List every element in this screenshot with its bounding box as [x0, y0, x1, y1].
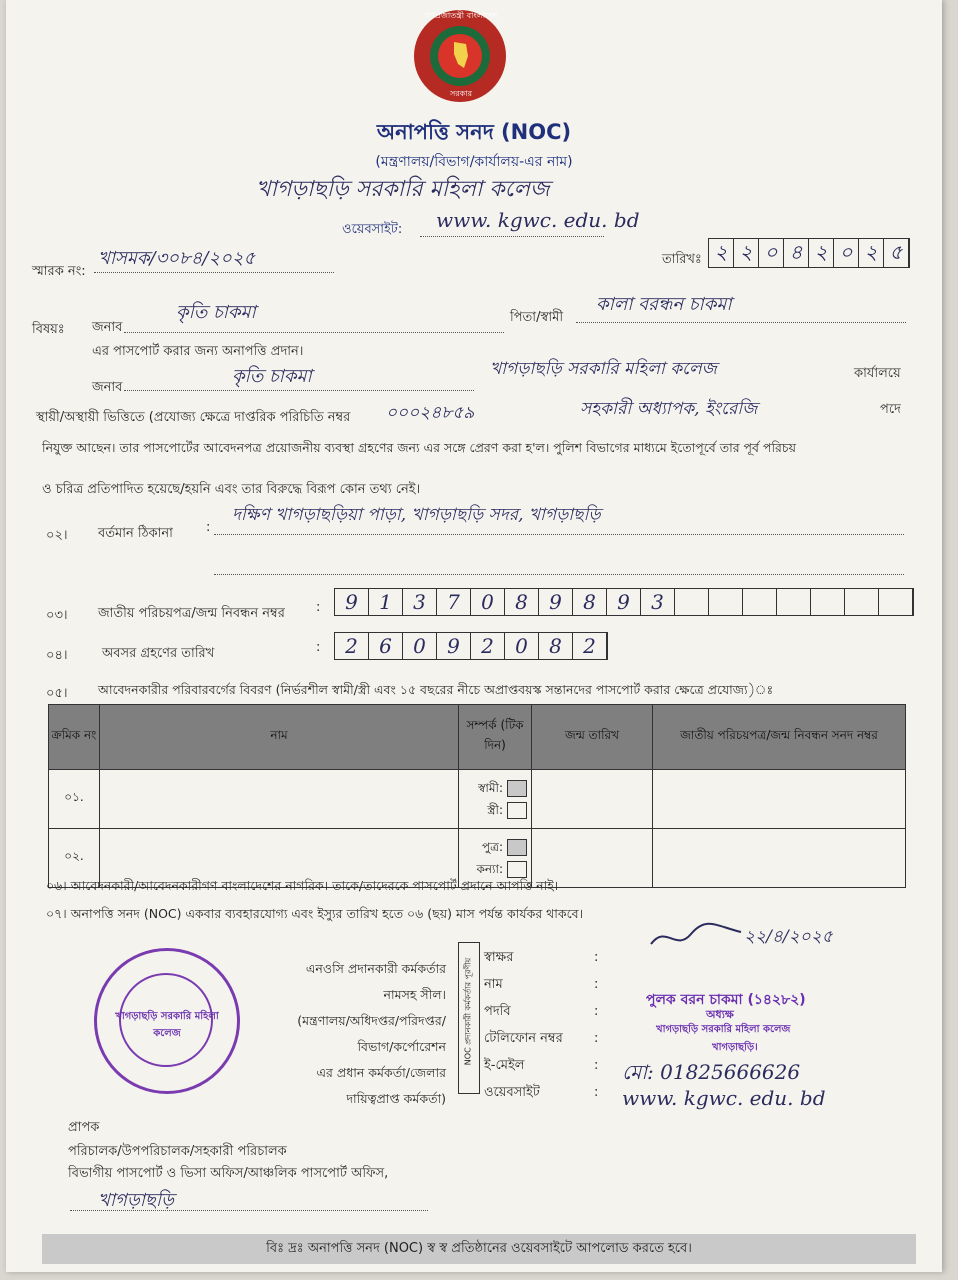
digit-box: 9 [335, 589, 369, 615]
col-relation: সম্পর্ক (টিক দিন) [459, 705, 532, 770]
officer-phone: মো: 01825666626 [622, 1060, 801, 1084]
row-relation-cell [459, 770, 532, 829]
vertical-label: NOC প্রদানকারী কর্মকর্তার পূরণীয় [463, 957, 473, 1066]
rel-daughter-label: কন্যা: [476, 862, 503, 876]
office-name: খাগড়াছড়ি সরকারি মহিলা কলেজ [256, 177, 550, 202]
body-line4: ও চরিত্র প্রতিপাদিত হয়েছে/হয়নি এবং তার বিরুদ্ধে বিরূপ কোন তথ্য নেই। [42, 482, 421, 497]
digit-box: 3 [641, 589, 675, 615]
digit-box: 1 [369, 589, 403, 615]
col-nid: জাতীয় পরিচয়পত্র/জন্ম নিবন্ধন সনদ নম্বর [653, 705, 906, 770]
son-checkbox[interactable] [507, 839, 527, 856]
signature-scribble [646, 922, 746, 952]
designation: সহকারী অধ্যাপক, ইংরেজি [580, 399, 758, 419]
field-phone: টেলিফোন নম্বর [484, 1031, 563, 1046]
digit-box [709, 589, 743, 615]
digit-box: 2 [573, 633, 607, 659]
permanent-text: স্থায়ী/অস্থায়ী ভিত্তিতে (প্রযোজ্য ক্ষেত্রে দাপ্তরিক পরিচিতি নম্বর [36, 410, 351, 425]
field-designation: পদবি [484, 1004, 511, 1019]
digit-box: ২ [809, 239, 834, 267]
item6-text: ০৬। আবেদনকারী/আবেদনকারীগণ বাংলাদেশের নাগরিক। তাকে/তাদেরকে পাসপোর্ট প্রদানে আপত্তি নাই। [46, 878, 559, 893]
body-name: কৃতি চাকমা [232, 366, 312, 387]
digit-box: ২ [734, 239, 759, 267]
item4-number: ০৪। [46, 648, 68, 663]
digit-box: ০ [834, 239, 859, 267]
table-row [49, 770, 906, 829]
official-id: ০০০২৪৮৫৯ [386, 403, 475, 423]
post-suffix: পদে [880, 402, 901, 417]
col-serial: ক্রমিক নং [49, 705, 100, 770]
logo-text-bottom: সরকার [449, 89, 472, 98]
item2-label: বর্তমান ঠিকানা [98, 526, 173, 541]
wife-checkbox[interactable] [507, 802, 527, 819]
footer-note: বিঃ দ্রঃ অনাপত্তি সনদ (NOC) স্ব স্ব প্রতিষ্ঠানের ওয়েবসাইটে আপলোড করতে হবে। [42, 1234, 916, 1264]
father-label: পিতা/স্বামী [510, 310, 564, 325]
digit-box: ২ [859, 239, 884, 267]
item7-text: ০৭। অনাপত্তি সনদ (NOC) একবার ব্যবহারযোগ্য এবং ইস্যুর তারিখ হতে ০৬ (ছয়) মাস পর্যন্ত কার্যকর থাকবে। [46, 906, 584, 921]
nid-boxes [334, 588, 914, 616]
husband-checkbox[interactable] [507, 780, 527, 797]
item2-number: ০২। [46, 528, 68, 543]
digit-box: 3 [403, 589, 437, 615]
subject-line2: এর পাসপোর্ট করার জন্য অনাপত্তি প্রদান। [92, 344, 304, 359]
retirement-boxes [334, 632, 608, 660]
logo-text-top: গণপ্রজাতন্ত্রী বাংলাদেশ [424, 11, 498, 20]
digit-box: 8 [505, 589, 539, 615]
vertical-label-box [458, 942, 480, 1094]
body-janab: জনাব [92, 380, 123, 395]
row-name-cell [100, 770, 459, 829]
digit-box: ৪ [784, 239, 809, 267]
field-signature: স্বাক্ষর [484, 950, 514, 965]
item4-label: অবসর গ্রহণের তারিখ [102, 646, 215, 661]
digit-box: 8 [573, 589, 607, 615]
website-value: www. kgwc. edu. bd [436, 208, 640, 232]
item5-number: ০৫। [46, 686, 68, 701]
family-table-header [49, 705, 906, 770]
digit-box [777, 589, 811, 615]
rel-wife-label: স্ত্রী: [487, 803, 503, 817]
digit-box: 8 [539, 633, 573, 659]
daughter-checkbox[interactable] [507, 861, 527, 878]
item3-label: জাতীয় পরিচয়পত্র/জন্ম নিবন্ধন নম্বর [98, 606, 285, 621]
digit-box: ২ [709, 239, 734, 267]
round-seal-text: খাগড়াছড়ি সরকারি মহিলা কলেজ [115, 1011, 219, 1039]
digit-box: 6 [369, 633, 403, 659]
website-label: ওয়েবসাইট: [342, 222, 403, 237]
office-suffix: কার্যালয়ে [854, 366, 901, 381]
officer-website: www. kgwc. edu. bd [622, 1086, 826, 1110]
col-name: নাম [100, 705, 459, 770]
digit-box: ৫ [884, 239, 909, 267]
digit-box: 7 [437, 589, 471, 615]
digit-box: 0 [471, 589, 505, 615]
date-boxes [708, 238, 910, 268]
digit-box: 0 [505, 633, 539, 659]
father-name: কালা বরন্ধন চাকমা [596, 294, 732, 315]
digit-box: 9 [539, 589, 573, 615]
officer-org-stamp: খাগড়াছড়ি সরকারি মহিলা কলেজ [656, 1024, 791, 1035]
officer-name-stamp: পুলক বরন চাকমা (১৪২৮২) [646, 992, 806, 1008]
family-table [48, 704, 906, 888]
digit-box [879, 589, 913, 615]
subject-label: বিষয়ঃ [32, 322, 65, 337]
current-address: দক্ষিণ খাগড়াছড়িয়া পাড়া, খাগড়াছড়ি সদর, খাগড়াছড়ি [232, 505, 601, 525]
digit-box: 9 [607, 589, 641, 615]
memo-label: স্মারক নং: [32, 264, 86, 279]
rel-husband-label: স্বামী: [478, 781, 503, 795]
digit-box: 2 [335, 633, 369, 659]
digit-box [675, 589, 709, 615]
body-line3: নিযুক্ত আছেন। তার পাসপোর্টের আবেদনপত্র প্রয়োজনীয় ব্যবস্থা গ্রহণের জন্য এর সঙ্গে প্রেরণ করা হ'ল। পুলিশ বিভাগের মাধ্যমে ইতোপূর্বে তার পূর্ব পরিচয় [42, 440, 797, 455]
field-website: ওয়েবসাইট [484, 1085, 540, 1100]
row-serial: ০১. [49, 770, 100, 829]
signature-date: ২২/৪/২০২৫ [744, 927, 833, 947]
officer-place-stamp: খাগড়াছড়ি। [712, 1042, 758, 1053]
digit-box: 2 [471, 633, 505, 659]
subject-janab: জনাব [92, 320, 123, 335]
item3-number: ০৩। [46, 608, 68, 623]
row-serial: ০২. [49, 829, 100, 888]
document-title: অনাপত্তি সনদ (NOC) [376, 120, 572, 144]
digit-box [811, 589, 845, 615]
body-office: খাগড়াছড়ি সরকারি মহিলা কলেজ [490, 359, 717, 379]
date-label: তারিখঃ [662, 252, 702, 267]
item5-label: আবেদনকারীর পরিবারবর্গের বিবরণ (নির্ভরশীল স্বামী/স্ত্রী এবং ১৫ বছরের নীচে অপ্রাপ্তবয়স্ক সন্তানদের পাসপোর্ট করার ক্ষেত্রে প্রযোজ্য)ঃ [98, 682, 774, 697]
digit-box [845, 589, 879, 615]
memo-value: খাসমক/৩০৮৪/২০২৫ [98, 248, 256, 269]
signature-fields [484, 944, 563, 1106]
round-seal [94, 948, 240, 1094]
col-dob: জন্ম তারিখ [532, 705, 653, 770]
digit-box: ০ [759, 239, 784, 267]
field-name: নাম [484, 977, 503, 992]
document-subtitle: (মন্ত্রণালয়/বিভাগ/কার্যালয়-এর নাম) [375, 154, 573, 170]
applicant-name: কৃতি চাকমা [176, 302, 256, 323]
officer-description: এনওসি প্রদানকারী কর্মকর্তার নামসহ সীল। (মন্ত্রণালয়/অধিদপ্তর/পরিদপ্তর/ বিভাগ/কর্পোরেশন এর প্রধান কর্মকর্তা/জেলার দায়িত্বপ্রাপ্ত কর্মকর্তা) [297, 961, 446, 1106]
recipient-line1: পরিচালক/উপপরিচালক/সহকারী পরিচালক [68, 1144, 287, 1159]
recipient-label: প্রাপক [68, 1120, 100, 1135]
digit-box [743, 589, 777, 615]
recipient-line2: বিভাগীয় পাসপোর্ট ও ভিসা অফিস/আঞ্চলিক পাসপোর্ট অফিস, [68, 1166, 389, 1181]
rel-son-label: পুত্র: [481, 840, 503, 854]
officer-title-stamp: অধ্যক্ষ [706, 1008, 734, 1021]
recipient-place: খাগড়াছড়ি [98, 1190, 174, 1211]
digit-box: 0 [403, 633, 437, 659]
field-email: ই-মেইল [484, 1058, 525, 1073]
digit-box: 9 [437, 633, 471, 659]
noc-document: গণপ্রজাতন্ত্রী বাংলাদেশ সরকার অনাপত্তি সনদ (NOC) (মন্ত্রণালয়/বিভাগ/কার্যালয়-এর নাম) খাগড়াছড়ি সরকারি মহিলা কলেজ ওয়েবসাইট: www. kgwc. edu. bd স্মারক নং: খাসমক/৩০৮৪/২০২৫ তারিখঃ ২ ২ ০ ৪ ২ ০ ২ ৫ বিষয়ঃ জনাব কৃতি চাকমা পিতা/স্বামী কালা বরন্ধন চাকমা এর পাসপোর্ট করার জন্য অনাপত্তি প্রদান। জনাব কৃতি চাকমা খাগড়াছড়ি সরকারি মহিলা কলেজ কার্যালয়ে স্থায়ী/অস্থায়ী ভিত্তিতে (প্রযোজ্য ক্ষেত্রে দাপ্তরিক পরিচিতি নম্বর ০০০২৪৮৫৯ সহকারী অধ্যাপক, ইংরেজি পদে নিযুক্ত আছেন। তার পাসপোর্টের আবেদনপত্র প্রয়োজনীয় ব্যবস্থা গ্রহণের জন্য এর সঙ্গে প্রেরণ করা হ'ল। পুলিশ বিভাগের মাধ্যমে ইতোপূর্বে তার পূর্ব পরিচয় ও চরিত্র প্রতিপাদিত হয়েছে/হয়নি এবং তার বিরুদ্ধে বিরূপ কোন তথ্য নেই। ০২। বর্তমান ঠিকানা : দক্ষিণ খাগড়াছড়িয়া পাড়া, খাগড়াছড়ি সদর, খাগড়াছড়ি ০৩। জাতীয় পরিচয়পত্র/জন্ম নিবন্ধন নম্বর : 9 1 3 7 0 8 9 8 9 3 ০৪। অবসর গ্রহণের তারিখ : 2 6 0 9 2 0 8 2 ০৫। আবেদনকারীর পরিবারবর্গের বিবরণ (নির্ভরশীল স্বামী/স্ত্রী এবং ১৫ বছরের নীচে অপ্রাপ্তবয়স্ক সন্তানদের পাসপোর্ট করার ক্ষেত্রে প্রযোজ্য)ঃ ক্রমিক নং নাম সম্পর্ক (টিক দিন) জন্ম তারিখ জাতীয় পরিচয়পত্র/জন্ম নিবন্ধন সনদ নম্বর ০১. স্বামী: স্ত্রী: ০২. পুত্র: কন্যা: ০৬। আবেদনকারী/আবেদনকারীগণ বাংলাদেশের নাগরিক। তাকে/তাদেরকে পাসপোর্ট প্রদানে আপত্তি নাই। ০৭। অনাপত্তি সনদ (NOC) একবার ব্যবহারযোগ্য এবং ইস্যুর তারিখ হতে ০৬ (ছয়) মাস পর্যন্ত কার্যকর থাকবে। খাগড়াছড়ি সরকারি মহিলা কলেজ এনওসি প্রদানকারী কর্মকর্তার নামসহ সীল। (মন্ত্রণালয়/অধিদপ্তর/পরিদপ্তর/ বিভাগ/কর্পোরেশন এর প্রধান কর্মকর্তা/জেলার দায়িত্বপ্রাপ্ত কর্মকর্তা) NOC প্রদানকারী কর্মকর্তার পূরণীয় স্বাক্ষর নাম পদবি টেলিফোন নম্বর ই-মেইল ওয়েবসাইট : : : : : : ২২/৪/২০২৫ পুলক বরন চাকমা (১৪২৮২) অধ্যক্ষ খাগড়াছড়ি সরকারি মহিলা কলেজ খাগড়াছড়ি। মো: 01825666626 www. kgwc. edu. bd প্রাপক পরিচালক/উপপরিচালক/সহকারী পরিচালক বিভাগীয় পাসপোর্ট ও ভিসা অফিস/আঞ্চলিক পাসপোর্ট অফিস, খাগড়াছড়ি বিঃ দ্রঃ অনাপত্তি সনদ (NOC) স্ব স্ব প্রতিষ্ঠানের ওয়েবসাইটে আপলোড করতে হবে। [6, 0, 942, 1272]
